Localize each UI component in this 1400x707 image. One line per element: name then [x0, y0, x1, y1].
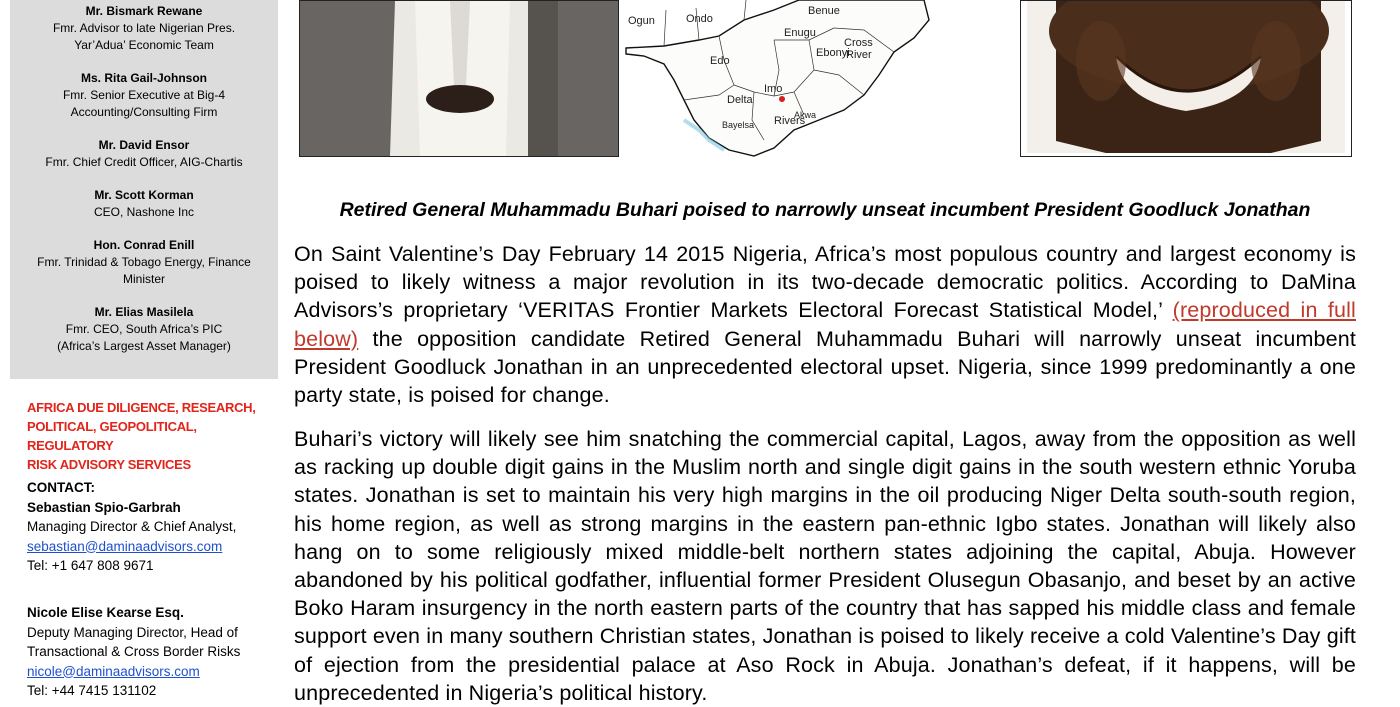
board-member-role: Fmr. Chief Credit Officer, AIG-Chartis	[45, 155, 243, 169]
contact-title: Managing Director & Chief Analyst,	[27, 519, 237, 534]
board-member-name: Mr. David Ensor	[98, 138, 190, 152]
board-member-role: CEO, Nashone Inc	[93, 205, 195, 219]
svg-text:Ogun: Ogun	[628, 15, 655, 27]
board-member	[10, 187, 278, 221]
contact-title: Deputy Managing Director, Head of Transactional & Cross Border Risks	[27, 624, 241, 659]
contact-block-2	[27, 603, 277, 701]
svg-text:Edo: Edo	[710, 55, 730, 67]
board-member	[10, 70, 278, 121]
svg-text:Ondo: Ondo	[686, 13, 713, 25]
contact-email-link[interactable]: nicole@daminaadvisors.com	[27, 663, 200, 679]
nigeria-map	[624, 0, 936, 158]
board-member-name: Hon. Conrad Enill	[93, 238, 195, 252]
contact-block-1	[27, 478, 277, 576]
svg-text:Benue: Benue	[808, 5, 840, 17]
board-member	[10, 3, 278, 54]
board-member	[10, 237, 278, 288]
contact-heading: CONTACT:	[27, 480, 95, 495]
svg-text:Rivers: Rivers	[774, 115, 806, 127]
contact-name: Nicole Elise Kearse Esq.	[27, 605, 184, 620]
jonathan-photo	[1020, 0, 1352, 157]
board-member	[10, 304, 278, 355]
board-member-role: Fmr. CEO, South Africa’s PIC (Africa’s Largest Asset Manager)	[57, 322, 231, 353]
board-member-name: Mr. Bismark Rewane	[85, 4, 203, 18]
board-member	[10, 137, 278, 171]
services-heading: AFRICA DUE DILIGENCE, RESEARCH, POLITICAL, GEOPOLITICAL, REGULATORY RISK ADVISORY SERVICES	[27, 400, 256, 472]
photo-caption: Retired General Muhammadu Buhari poised to narrowly unseat incumbent President Goodluck Jonathan	[339, 199, 1311, 221]
svg-text:Imo: Imo	[764, 83, 783, 95]
svg-text:Cross: Cross	[844, 37, 873, 49]
svg-text:Bayelsa: Bayelsa	[722, 120, 755, 130]
board-member-role: Fmr. Senior Executive at Big-4 Accounting/Consulting Firm	[62, 88, 226, 119]
svg-text:Ebonyi: Ebonyi	[816, 47, 850, 59]
board-member-role: Fmr. Trinidad & Tobago Energy, Finance Minister	[37, 255, 251, 286]
article-paragraph-2: Buhari’s victory will likely see him snatching the commercial capital, Lagos, away from the opposition as well as racking up double digit gains in the Muslim north and single digit gains in the south western ethnic Yoruba states. Jonathan is set to maintain his very high margins in the oil producing Niger Delta south-south region, his home region, as well as strong margins in the eastern pan-ethnic Igbo states. Jonathan will likely also hang on to some religiously mixed middle-belt northern states adjoining the capital, Abuja. However abandoned by his political godfather, influential former President Olusegun Obasanjo, and beset by an active Boko Haram insurgency in the north eastern parts of the country that has sapped his middle class and female support even in many southern Christian states, Jonathan is poised to likely receive a cold Valentine’s Day gift of ejection from the presidential palace at Aso Rock in Abuja. Jonathan’s defeat, if it happens, will be unprecedented in Nigeria’s political history.	[294, 427, 1356, 705]
board-member-name: Mr. Scott Korman	[94, 188, 194, 202]
board-member-name: Mr. Elias Masilela	[94, 305, 194, 319]
contact-phone: Tel: +1 647 808 9671	[27, 558, 154, 573]
contact-phone: Tel: +44 7415 131102	[27, 683, 157, 698]
svg-text:Enugu: Enugu	[784, 27, 816, 39]
reproduced-below-link[interactable]: (reproduced in full below)	[294, 298, 1356, 351]
advisory-board-panel	[10, 0, 278, 379]
board-member-name: Ms. Rita Gail-Johnson	[80, 71, 207, 85]
contact-email-link[interactable]: sebastian@daminaadvisors.com	[27, 538, 223, 554]
paragraph-text: the opposition candidate Retired General Muhammadu Buhari will narrowly unseat incumbent President Goodluck Jonathan in an unprecedented electoral upset. Nigeria, since 1999 predominantly a one party state, is poised for change.	[294, 326, 1356, 408]
paragraph-text: On Saint Valentine’s Day February 14 2015 Nigeria, Africa’s most populous country and largest economy is poised to likely witness a major revolution in its two-decade democratic politics. According to DaMina Advisors’s proprietary ‘VERITAS Frontier Markets Electoral Forecast Statistical Model,’	[294, 242, 1356, 323]
article-paragraph-1	[294, 240, 1356, 409]
svg-text:River: River	[846, 49, 872, 61]
svg-text:Delta: Delta	[727, 94, 753, 106]
contact-name: Sebastian Spio-Garbrah	[27, 499, 181, 515]
board-member-role: Fmr. Advisor to late Nigerian Pres. Yar’Adua’ Economic Team	[52, 21, 236, 52]
buhari-photo	[299, 0, 619, 157]
svg-text:Akwa: Akwa	[794, 110, 817, 120]
